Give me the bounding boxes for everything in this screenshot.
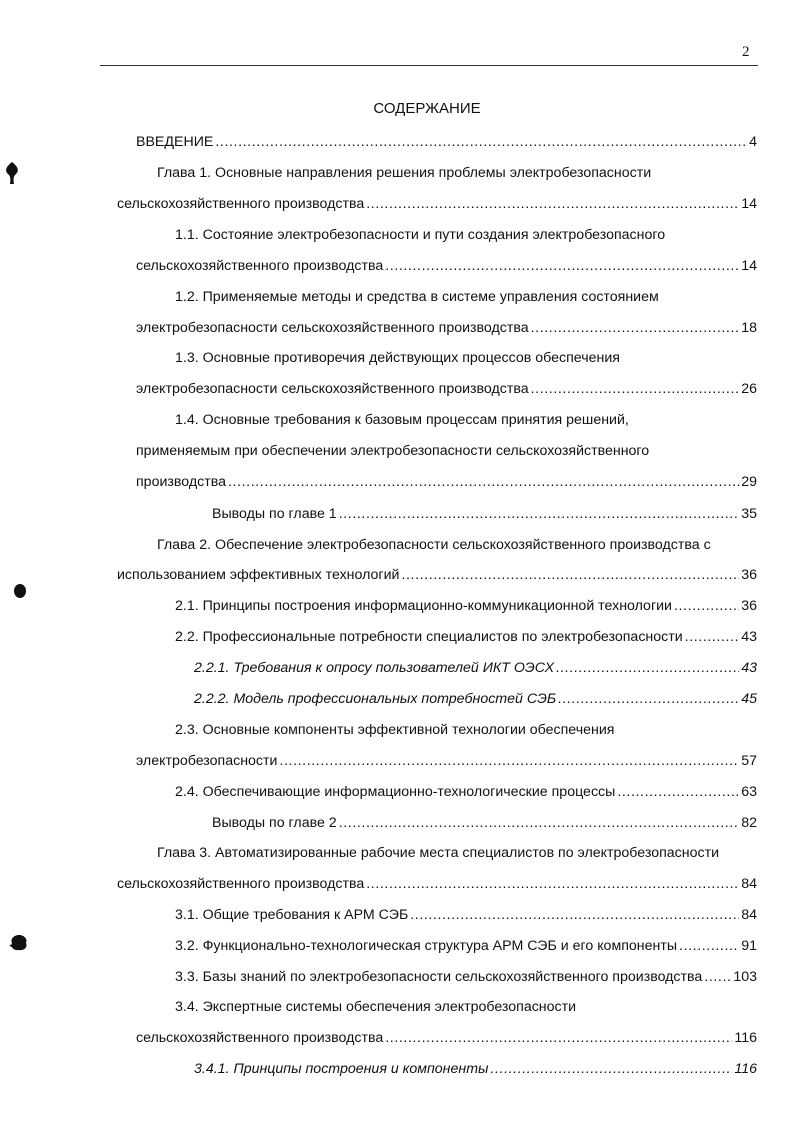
toc-page-number: 91 xyxy=(741,938,757,954)
toc-page-number: 26 xyxy=(741,381,757,397)
toc-page-number: 29 xyxy=(741,474,757,490)
dot-leader xyxy=(490,1058,732,1080)
toc-entry-text: Выводы по главе 2 xyxy=(212,815,337,831)
toc-page-number: 57 xyxy=(741,753,757,769)
toc-entry-text: сельскохозяйственного производства xyxy=(136,258,384,274)
toc-entry-ch1[interactable] xyxy=(117,193,757,215)
toc-entry-text: Выводы по главе 1 xyxy=(212,506,337,522)
toc-entry-text: 3.4.1. Принципы построения и компоненты xyxy=(194,1061,489,1077)
toc-page-number: 43 xyxy=(741,660,757,676)
toc-entry-text: 2.2.2. Модель профессиональных потребностей СЭБ xyxy=(194,691,557,707)
dot-leader xyxy=(617,781,739,803)
toc-entry-s3-1[interactable] xyxy=(175,904,757,926)
toc-page-number: 103 xyxy=(733,969,757,985)
toc-entry-s2-4[interactable] xyxy=(175,781,757,803)
toc-entry-s1-4-line2: применяемым при обеспечении электробезопасности сельскохозяйственного xyxy=(136,443,650,459)
toc-entry-text: электробезопасности сельскохозяйственного производства xyxy=(136,320,529,336)
toc-entry-text: 2.1. Принципы построения информационно-коммуникационной технологии xyxy=(175,598,672,614)
dot-leader xyxy=(339,812,740,834)
toc-entry-s1-1-line1: 1.1. Состояние электробезопасности и пути создания электробезопасного xyxy=(175,227,666,243)
toc-entry-text: 3.1. Общие требования к АРМ СЭБ xyxy=(175,907,409,923)
toc-entry-intro[interactable] xyxy=(136,131,757,153)
toc-entry-s1-2-line1: 1.2. Применяемые методы и средства в системе управления состоянием xyxy=(175,289,659,305)
toc-page-number: 45 xyxy=(741,691,757,707)
toc-entry-text: производства xyxy=(136,474,226,490)
dot-leader xyxy=(531,317,740,339)
toc-entry-s3-2[interactable] xyxy=(175,935,757,957)
toc-entry-s2-3[interactable] xyxy=(136,750,757,772)
dot-leader xyxy=(339,503,740,525)
toc-entry-text: электробезопасности xyxy=(136,753,278,769)
dot-leader xyxy=(385,1027,732,1049)
toc-entry-text: сельскохозяйственного производства xyxy=(136,1030,384,1046)
toc-entry-s1-1[interactable] xyxy=(136,255,757,277)
toc-entry-text: электробезопасности сельскохозяйственного производства xyxy=(136,381,529,397)
toc-entry-s2-2[interactable] xyxy=(175,626,757,648)
toc-entry-text: ВВЕДЕНИЕ xyxy=(136,134,214,150)
toc-entry-text: сельскохозяйственного производства xyxy=(117,196,365,212)
toc-entry-text: 2.2. Профессиональные потребности специалистов по электробезопасности xyxy=(175,629,683,645)
dot-leader xyxy=(556,657,739,679)
toc-entry-s1-3-line1: 1.3. Основные противоречия действующих процессов обеспечения xyxy=(175,350,620,366)
toc-entry-text: сельскохозяйственного производства xyxy=(117,876,365,892)
dot-leader xyxy=(401,564,739,586)
punch-mark-icon xyxy=(3,160,21,186)
toc-entry-s2-2-2[interactable] xyxy=(194,688,757,710)
toc-entry-text: 3.3. Базы знаний по электробезопасности сельскохозяйственного производства xyxy=(175,969,703,985)
dot-leader xyxy=(228,471,739,493)
toc-entry-conclusions-2[interactable] xyxy=(212,812,757,834)
page-number: 2 xyxy=(742,44,750,60)
toc-entry-s1-2[interactable] xyxy=(136,317,757,339)
toc-page-number: 84 xyxy=(741,907,757,923)
punch-mark-icon xyxy=(8,933,30,953)
toc-page-number: 35 xyxy=(741,506,757,522)
punch-mark-icon xyxy=(12,582,28,600)
dot-leader xyxy=(385,255,739,277)
toc-entry-conclusions-1[interactable] xyxy=(212,503,757,525)
header-rule xyxy=(100,65,758,66)
toc-entry-s2-1[interactable] xyxy=(175,595,757,617)
toc-page-number: 18 xyxy=(741,320,757,336)
toc-entry-s3-4-line1: 3.4. Экспертные системы обеспечения электробезопасности xyxy=(175,999,577,1015)
dot-leader xyxy=(674,595,739,617)
toc-entry-s2-2-1[interactable] xyxy=(194,657,757,679)
toc-entry-ch3-line1: Глава 3. Автоматизированные рабочие места специалистов по электробезопасности xyxy=(157,845,719,861)
toc-entry-s1-4-line1: 1.4. Основные требования к базовым процессам принятия решений, xyxy=(175,412,629,428)
dot-leader xyxy=(558,688,739,710)
toc-entry-ch2-line1: Глава 2. Обеспечение электробезопасности сельскохозяйственного производства с xyxy=(157,537,711,553)
toc-entry-s3-4[interactable] xyxy=(136,1027,757,1049)
toc-page-number: 36 xyxy=(741,598,757,614)
toc-page-number: 116 xyxy=(734,1030,757,1046)
toc-page-number: 14 xyxy=(741,258,757,274)
toc-page-number: 82 xyxy=(741,815,757,831)
toc-page-number: 36 xyxy=(741,567,757,583)
toc-entry-s3-3[interactable] xyxy=(175,966,757,988)
toc-entry-s1-4[interactable] xyxy=(136,471,757,493)
toc-page-number: 84 xyxy=(741,876,757,892)
toc-title: СОДЕРЖАНИЕ xyxy=(373,100,481,117)
dot-leader xyxy=(279,750,739,772)
toc-page-number: 14 xyxy=(741,196,757,212)
toc-entry-text: 2.2.1. Требования к опросу пользователей ИКТ ОЭСХ xyxy=(194,660,555,676)
toc-entry-s2-3-line1: 2.3. Основные компоненты эффективной технологии обеспечения xyxy=(175,722,615,738)
toc-entry-text: использованием эффективных технологий xyxy=(117,567,400,583)
toc-page-number: 116 xyxy=(734,1061,757,1077)
toc-entry-s3-4-1[interactable] xyxy=(194,1058,757,1080)
dot-leader xyxy=(679,935,739,957)
toc-entry-text: 3.2. Функционально-технологическая структура АРМ СЭБ и его компоненты xyxy=(175,938,678,954)
dot-leader xyxy=(366,873,739,895)
toc-page-number: 4 xyxy=(749,134,757,150)
dot-leader xyxy=(704,966,731,988)
toc-entry-ch2[interactable] xyxy=(117,564,757,586)
dot-leader xyxy=(531,378,740,400)
toc-page-number: 63 xyxy=(741,784,757,800)
dot-leader xyxy=(215,131,747,153)
dot-leader xyxy=(685,626,740,648)
toc-entry-ch3[interactable] xyxy=(117,873,757,895)
toc-entry-ch1-line1: Глава 1. Основные направления решения проблемы электробезопасности xyxy=(157,165,652,181)
dot-leader xyxy=(366,193,739,215)
dot-leader xyxy=(410,904,739,926)
toc-entry-text: 2.4. Обеспечивающие информационно-технологические процессы xyxy=(175,784,616,800)
toc-entry-s1-3[interactable] xyxy=(136,378,757,400)
toc-page-number: 43 xyxy=(741,629,757,645)
